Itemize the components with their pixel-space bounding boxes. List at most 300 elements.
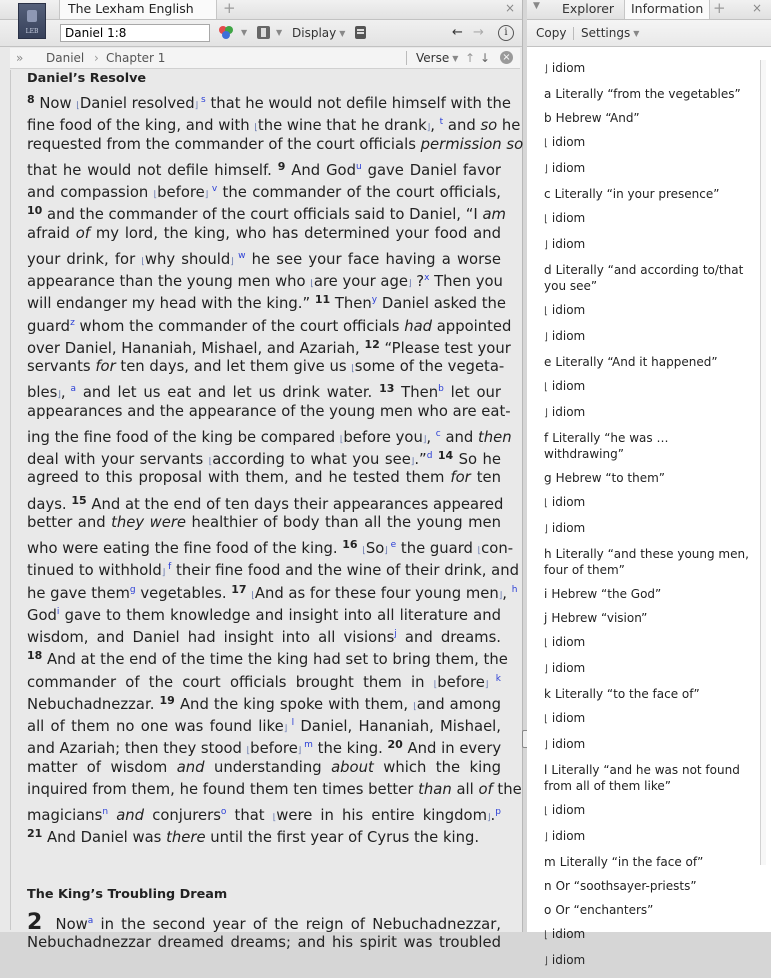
passage-text: bles (27, 384, 58, 402)
passage-text: appearance than the young men who (27, 273, 311, 290)
close-location-icon[interactable]: × (500, 51, 513, 64)
passage-text: ten (470, 469, 501, 487)
forward-arrow-icon[interactable]: → (473, 25, 484, 40)
passage-text: ? (411, 273, 425, 290)
passage-line (27, 779, 522, 801)
passage-text: are your age (313, 273, 408, 290)
footnote-item[interactable] (544, 378, 749, 396)
idiom-bracket: ⌋ (161, 568, 166, 579)
footnote-label: ⌋ (544, 740, 548, 751)
info-toolbar (527, 20, 771, 47)
footnote-label: ⌊ (544, 306, 548, 317)
passage-line (27, 200, 506, 224)
passage-text: “Please test your (379, 339, 511, 357)
passage-line (27, 623, 501, 645)
tab-information[interactable]: Information (624, 0, 710, 19)
footnote-marker[interactable]: a (87, 915, 94, 926)
information-panel (527, 0, 771, 967)
passage-text: the king. (312, 740, 388, 758)
verse-number[interactable]: 9 (277, 159, 286, 173)
verse-number[interactable]: 15 (71, 493, 87, 507)
close-panel-icon[interactable]: × (752, 1, 763, 15)
passage-text: And Daniel was (42, 829, 167, 847)
footnote-label: ⌋ (544, 332, 548, 343)
footnote-text: idiom (551, 379, 586, 393)
footnote-label: ⌋ (544, 664, 548, 675)
footnote-marker[interactable]: u (355, 161, 362, 172)
info-icon[interactable]: i (498, 25, 514, 41)
footnote-text: idiom (551, 135, 586, 149)
footnote-item[interactable] (544, 878, 749, 894)
panel-menu-icon[interactable]: ▼ (533, 1, 540, 11)
passage-text: and Azariah; then they stood (27, 740, 247, 758)
footnote-label: ⌋ (544, 524, 548, 535)
passage-line (27, 467, 501, 489)
passage-text: and among (416, 695, 501, 713)
footnote-marker[interactable]: a (65, 384, 77, 395)
passage-text: my lord, the king, who has determined your food and (90, 224, 501, 242)
chapter-2-passage (27, 910, 501, 955)
passage-text: and compassion (27, 184, 154, 201)
footnote-item[interactable] (544, 262, 749, 294)
idiom-bracket: ⌊ (251, 590, 255, 601)
passage-text: that he would not defile himself. (27, 161, 278, 179)
footnote-label: k (544, 687, 551, 701)
footnote-text: Hebrew “vision” (551, 611, 648, 625)
passage-line (27, 490, 504, 513)
passage-line (27, 712, 501, 734)
idiom-bracket: ⌋ (408, 279, 412, 289)
verse-number[interactable]: 13 (379, 382, 395, 396)
footnote-item[interactable] (544, 86, 749, 102)
italic-text: and (116, 807, 145, 824)
passage-line (27, 734, 501, 756)
footnote-item[interactable] (544, 494, 749, 512)
passage-line (27, 423, 512, 446)
passage-text: and (440, 428, 478, 446)
footnote-text: Or “soothsayer-priests” (555, 879, 697, 893)
footnote-item[interactable] (544, 546, 749, 578)
passage-text: , (430, 117, 440, 135)
add-tab-icon[interactable]: + (223, 0, 236, 17)
footnote-item[interactable] (544, 762, 749, 794)
footnote-label: o (544, 903, 552, 917)
idiom-bracket: ⌊ (272, 813, 277, 823)
idiom-bracket: ⌊ (362, 546, 366, 556)
verse-number[interactable]: 11 (314, 293, 331, 307)
passage-line (27, 401, 511, 423)
display-label: Display (292, 26, 337, 40)
passage-text: Daniel asked the (377, 295, 506, 313)
passage-text: and the commander of the court officials said to Daniel, “I (42, 206, 483, 224)
footnote-item[interactable] (544, 60, 749, 78)
passage-text: and let us eat and let us drink water. (76, 384, 380, 402)
italic-text: for (450, 469, 471, 487)
passage-text: the commander of the court officials, (217, 184, 501, 201)
passage-text: Then you (429, 273, 503, 290)
footnote-text: idiom (551, 927, 586, 941)
footnote-marker[interactable]: e (387, 540, 397, 550)
passage-text: So (365, 540, 385, 557)
verse-number[interactable]: 17 (231, 582, 247, 596)
passage-line (27, 245, 501, 267)
footnote-list (544, 60, 749, 978)
italic-text: of (75, 224, 91, 242)
passage-text: days. (27, 495, 72, 513)
footnote-label: b (544, 111, 552, 125)
passage-text: some of the vegeta- (354, 358, 505, 375)
verse-number[interactable]: 18 (27, 649, 43, 663)
footnote-label: m (544, 855, 556, 869)
footnote-marker[interactable]: g (129, 584, 136, 595)
footnote-marker[interactable]: o (220, 807, 227, 817)
parallel-resources-icon[interactable] (257, 26, 270, 39)
verse-number[interactable]: 21 (27, 827, 43, 841)
footnote-text: idiom (551, 405, 586, 419)
idiom-bracket: ⌋ (230, 256, 234, 267)
passage-text: Now (34, 95, 77, 112)
passage-text: afraid (27, 224, 76, 242)
footnote-text: Literally “And it happened” (555, 355, 718, 369)
footnote-item[interactable] (544, 354, 749, 370)
passage-line (27, 156, 501, 178)
footnote-item[interactable] (544, 952, 749, 970)
passage-text: before (157, 184, 205, 201)
passage-text: whom the commander of the court officials (74, 317, 405, 335)
passage-text: Then (394, 384, 439, 402)
passage-line (27, 134, 524, 156)
footnote-text: Literally “and he was not found from all of them like” (544, 763, 740, 793)
idiom-bracket: ⌋ (426, 123, 431, 134)
collapse-icon[interactable]: » (16, 51, 24, 65)
footnote-item[interactable] (544, 302, 749, 320)
footnote-marker[interactable]: j (394, 629, 397, 639)
footnote-item[interactable] (544, 710, 749, 728)
footnote-item[interactable] (544, 660, 749, 678)
idiom-bracket: ⌋ (484, 679, 489, 690)
passage-line (27, 909, 501, 935)
passage-text: the (492, 780, 522, 798)
footnote-text: idiom (551, 329, 586, 343)
italic-text: so (480, 117, 498, 135)
footnote-text: idiom (551, 303, 586, 317)
passage-text: So he (453, 451, 501, 468)
verse-number[interactable]: 10 (27, 204, 43, 218)
passage-line (27, 89, 511, 112)
info-scrollbar[interactable] (760, 60, 766, 865)
passage-text: over Daniel, Hananiah, Mishael, and Azariah, (27, 339, 365, 357)
passage-text: con- (481, 540, 514, 557)
passage-text: before (437, 673, 485, 691)
passage-line (27, 690, 501, 712)
footnote-marker[interactable]: d (426, 451, 433, 461)
footnote-text: Hebrew “the God” (551, 587, 662, 601)
passage-text: commander of the court officials brought them in (27, 673, 434, 691)
footnote-item[interactable] (544, 926, 749, 944)
italic-text: than (418, 780, 452, 798)
idiom-bracket: ⌋ (498, 590, 503, 601)
passage-text: servants (27, 358, 96, 375)
resource-cover-icon[interactable] (18, 3, 46, 39)
footnote-marker[interactable]: s (198, 95, 206, 105)
passage-text: your drink, for (27, 250, 142, 268)
passage-line (27, 312, 512, 335)
passage-text: And at the end of the time the king had set to bring them, the (42, 651, 508, 669)
footnote-item[interactable] (544, 160, 749, 178)
idiom-bracket: ⌊ (310, 279, 314, 289)
footnote-item[interactable] (544, 736, 749, 754)
footnote-text: Literally “and according to/that you see” (544, 263, 744, 293)
idiom-bracket: ⌋ (204, 190, 209, 200)
idiom-bracket: ⌊ (141, 256, 145, 267)
footnote-item[interactable] (544, 520, 749, 538)
passage-line (27, 823, 501, 845)
footnote-marker[interactable]: y (371, 295, 378, 306)
copy-button[interactable]: Copy (536, 26, 567, 40)
footnote-label: ⌋ (544, 64, 548, 75)
footnote-marker[interactable]: n (102, 807, 109, 817)
passage-line (27, 601, 501, 623)
passage-text: were in his entire kingdom (276, 807, 488, 824)
add-tab-icon[interactable]: + (713, 0, 726, 17)
footnote-item[interactable] (544, 134, 749, 152)
passage-text: deal with your servants (27, 451, 209, 468)
footnote-marker[interactable]: k (488, 673, 502, 684)
location-bar (10, 48, 520, 69)
footnote-marker[interactable]: l (287, 718, 295, 728)
passage-line (27, 801, 501, 823)
notes-icon[interactable] (355, 26, 366, 39)
reading-pane[interactable] (11, 70, 524, 951)
passage (27, 89, 524, 847)
footnote-label: n (544, 879, 552, 893)
tab-lexham-english-bible[interactable]: The Lexham English (59, 0, 217, 19)
passage-text: that (226, 807, 273, 824)
footnote-marker[interactable]: f (165, 562, 172, 573)
passage-text: until the first year of Cyrus the king. (205, 829, 480, 847)
passage-line (27, 378, 501, 400)
breadcrumb-chapter[interactable]: Chapter 1 (106, 51, 166, 65)
footnote-label: ⌋ (544, 408, 548, 419)
footnote-marker[interactable]: m (301, 740, 313, 751)
footnote-text: Literally “in your presence” (554, 187, 720, 201)
verse-number[interactable]: 16 (342, 538, 358, 551)
idiom-bracket: ⌋ (410, 457, 415, 467)
verse-number[interactable]: 20 (387, 738, 403, 752)
tab-explorer[interactable]: Explorer (562, 1, 615, 16)
close-panel-icon[interactable]: × (505, 1, 516, 15)
footnote-item[interactable] (544, 686, 749, 702)
passage-text: healthier of body than all the young men (186, 513, 501, 531)
footnote-label: ⌊ (544, 638, 548, 649)
bible-panel: The Lexham English + × LEB Daniel 1:8 ▼ ▼ Display ▼ ← → i » Daniel › Chapter 1 Verse ▼ ↑ ↓ × Daniel’s Resolve $^8$ Now ⌊Daniel resolved⌋ $^s$ that he would not defile himself with the fine food of the king, and with ⌊the wine that he drank⌋, $^t$ and so he requested from the commander of the court officials permission so that he would not defile himself. $^9$ And God$^u$ gave Daniel favor and compassion ⌊before⌋ $^v$ the commander of the court officials, $^{10}$ and the commander of the court officials said to Daniel, “I am afraid of my lord, the king, who has determined your food and your drink, for ⌊why should⌋ $^w$ he see your face having a worse appearance than the young men who ⌊are your age⌋ ?$^x$ Then you will endanger my head with the king.” $^{11}$ Then$^y$ Daniel asked the guard$^z$ whom the commander of the court officials had appointed over Daniel, Hananiah, Mishael, and Azariah, $^{12}$ “Please test your servants for ten days, and let them give us ⌊some of the vegeta- bles⌋, $^a$ and let us eat and let us drink water. $^{13}$ Then$^b$ let our appearances and the appearance of the young men who are eat- ing the fine food of the king be compared ⌊before you⌋, $^c$ and then deal with your servants ⌊according to what you see⌋.”$^d$ $^{14}$ So he agreed to this proposal with them, and he tested them for ten days. $^{15}$ And at the end of ten days their appearances appeared better and they were healthier of body than all the young men who were eating the fine food of the king. $^{16}$ ⌊So⌋ $^e$ the guard ⌊con- tinued to withhold⌋ $^f$ their fine food and the wine of their drink, and he gave them$^g$ vegetables. $^{17}$ ⌊And as for these four young men⌋, $^h$ God$^i$ gave to them knowledge and insight into all literature and wisdom, and Daniel had insight into all visions$^j$ and dreams. $^{18}$ And at the end of the time the king had set to bring them, the commander of the court officials brought them in ⌊before⌋ $^k$ Nebuchadnezzar. $^{19}$ And the king spoke with them, ⌊and among all of them no one was found like⌋ $^l$ Daniel, Hananiah, Mishael, and Azariah; then they stood ⌊before⌋ $^m$ the king. $^{20}$ And in every matter of wisdom and understanding about which the king inquired from them, he found them ten times better than all of the magicians$^n$ and conjurers$^o$ that ⌊were in his entire kingdom⌋.$^p$ $^{21}$ And Daniel was there until the first year of Cyrus the king. The King’s Troubling Dream 2 Now$^a$ in the second year of the reign of Nebuchadnezzar, Nebuchadnezzar dreamed dreams; and his spirit was troubled (0, 0, 523, 932)
passage-line (27, 334, 511, 357)
passage-text: the guard (396, 540, 478, 557)
footnote-text: idiom (551, 661, 586, 675)
footnote-label: g (544, 471, 552, 485)
passage-text: Nebuchadnezzar. (27, 695, 160, 713)
idiom-bracket: ⌊ (351, 364, 355, 374)
footnote-text: idiom (551, 711, 586, 725)
idiom-bracket: ⌋ (384, 546, 388, 556)
passage-line (27, 512, 501, 534)
footnote-label: ⌋ (544, 832, 548, 843)
footnote-text: idiom (551, 61, 586, 75)
footnote-marker[interactable]: b (438, 384, 444, 395)
footnote-item[interactable] (544, 470, 749, 486)
italic-text: and (176, 758, 205, 776)
footnote-marker[interactable]: p (495, 807, 501, 817)
footnote-text: Literally “from the vegetables” (555, 87, 741, 101)
footnote-marker[interactable]: c (435, 428, 441, 439)
footnote-marker[interactable]: w (233, 250, 246, 261)
passage-text: which the king (373, 758, 501, 776)
footnote-label: ⌊ (544, 930, 548, 941)
italic-text: then (478, 428, 512, 446)
footnote-marker[interactable]: i (56, 606, 60, 617)
footnote-marker[interactable]: v (208, 184, 218, 194)
passage-text: and dreams. (396, 629, 501, 646)
passage-text: that he would not defile himself with the (205, 95, 511, 112)
footnote-label: j (544, 611, 548, 625)
verse-number[interactable]: 14 (437, 449, 454, 462)
passage-text: according to what you see (212, 451, 411, 468)
chapter-number: 2 (27, 909, 43, 935)
idiom-bracket: ⌊ (254, 123, 258, 134)
passage-text: requested from the commander of the court officials (27, 135, 421, 153)
italic-text: had (404, 317, 433, 335)
passage-line (27, 267, 501, 289)
footnote-label: ⌋ (544, 956, 548, 967)
passage-text: Then (330, 295, 372, 313)
passage-line (27, 645, 508, 669)
footnote-label: ⌊ (544, 138, 548, 149)
verse-down-icon[interactable]: ↓ (480, 51, 491, 65)
footnote-label: ⌊ (544, 382, 548, 393)
passage-line (27, 178, 501, 200)
passage-line (27, 556, 519, 580)
footnote-label: f (544, 431, 549, 445)
footnote-label: h (544, 547, 552, 561)
footnote-item[interactable] (544, 854, 749, 870)
idiom-bracket: ⌋ (283, 724, 288, 734)
idiom-bracket: ⌋ (422, 434, 427, 445)
italic-text: of (478, 780, 493, 798)
passage-text: why should (144, 250, 231, 268)
passage-line (27, 223, 501, 245)
footnote-item[interactable] (544, 828, 749, 846)
passage-text: who were eating the fine food of the king. (27, 540, 343, 557)
verse-number[interactable]: 19 (159, 693, 175, 707)
passage-text: wisdom, and Daniel had insight into all visions (27, 629, 395, 646)
passage-text: before you (343, 428, 423, 446)
display-menu[interactable]: Display ▼ (292, 26, 346, 40)
footnote-item[interactable] (544, 404, 749, 422)
passage-text: all of them no one was found like (27, 718, 284, 735)
footnote-item[interactable] (544, 586, 749, 602)
footnote-marker[interactable]: z (70, 317, 75, 328)
verse-menu[interactable]: Verse ▼ (416, 51, 459, 65)
passage-text: he see your face having a worse (245, 250, 501, 268)
settings-label: Settings (581, 26, 631, 40)
footnote-label: c (544, 187, 551, 201)
verse-up-icon[interactable]: ↑ (465, 51, 476, 65)
footnote-text: Literally “in the face of” (559, 855, 704, 869)
passage-text: inquired from them, he found them ten times better (27, 780, 419, 798)
footnote-item[interactable] (544, 186, 749, 202)
footnote-marker[interactable]: x (424, 273, 430, 283)
passage-text: their fine food and the wine of their drink, and (171, 562, 519, 580)
footnote-text: Literally “and these young men, four of them” (544, 547, 749, 577)
footnote-item[interactable] (544, 902, 749, 918)
passage-text: appearances and the appearance of the young men who are eat- (27, 402, 511, 420)
idiom-bracket: ⌊ (477, 546, 482, 556)
footnote-item[interactable] (544, 110, 749, 126)
footnote-item[interactable] (544, 210, 749, 228)
footnote-label: a (544, 87, 552, 101)
footnote-marker[interactable]: t (439, 117, 444, 128)
passage-text: appointed (432, 317, 512, 335)
resource-cover-label: LEB (25, 28, 39, 35)
passage-line (27, 534, 514, 557)
passage-text: , (502, 584, 512, 602)
passage-text: ing the fine food of the king be compared (27, 428, 340, 446)
footnote-item[interactable] (544, 634, 749, 652)
passage-text: tinued to withhold (27, 562, 162, 580)
footnote-label: ⌊ (544, 498, 548, 509)
passage-text: will endanger my head with the king.” (27, 295, 315, 313)
footnote-text: Literally “to the face of” (554, 687, 700, 701)
settings-menu[interactable]: Settings ▼ (581, 26, 640, 40)
footnote-text: idiom (551, 521, 586, 535)
passage-text: better and (27, 513, 112, 531)
italic-text: about (331, 758, 374, 776)
passage-line (27, 289, 506, 313)
italic-text: there (166, 829, 206, 847)
visual-filters-icon[interactable] (219, 26, 235, 40)
idiom-bracket: ⌊ (208, 457, 213, 467)
passage-text: And as for these four young men (254, 584, 499, 602)
footnote-item[interactable] (544, 430, 749, 462)
italic-text: they were (111, 513, 187, 531)
footnote-text: idiom (551, 237, 586, 251)
verse-number[interactable]: 12 (364, 337, 380, 351)
footnote-label: ⌋ (544, 164, 548, 175)
footnote-item[interactable] (544, 236, 749, 254)
passage-line (27, 356, 505, 378)
passage-line (27, 932, 501, 954)
section-heading-2: The King’s Troubling Dream (27, 886, 228, 902)
reference-input[interactable] (60, 24, 210, 42)
footnote-text: idiom (551, 495, 586, 509)
footnote-text: Or “enchanters” (555, 903, 654, 917)
footnote-text: Hebrew “And” (555, 111, 640, 125)
back-arrow-icon[interactable]: ← (452, 25, 463, 40)
passage-text: Nebuchadnezzar dreamed dreams; and his spirit was troubled (27, 933, 501, 951)
verse-number[interactable]: 8 (27, 93, 35, 106)
footnote-label: l (544, 763, 548, 777)
footnote-text: Literally “he was … withdrawing” (544, 431, 669, 461)
footnote-item[interactable] (544, 610, 749, 626)
passage-text: magicians (27, 807, 103, 824)
passage-text: all (451, 780, 479, 798)
footnote-item[interactable] (544, 802, 749, 820)
footnote-text: idiom (551, 635, 586, 649)
breadcrumb-book[interactable]: Daniel (46, 51, 85, 65)
footnote-marker[interactable]: h (511, 584, 518, 595)
footnote-item[interactable] (544, 328, 749, 346)
passage-text: , (426, 428, 436, 446)
